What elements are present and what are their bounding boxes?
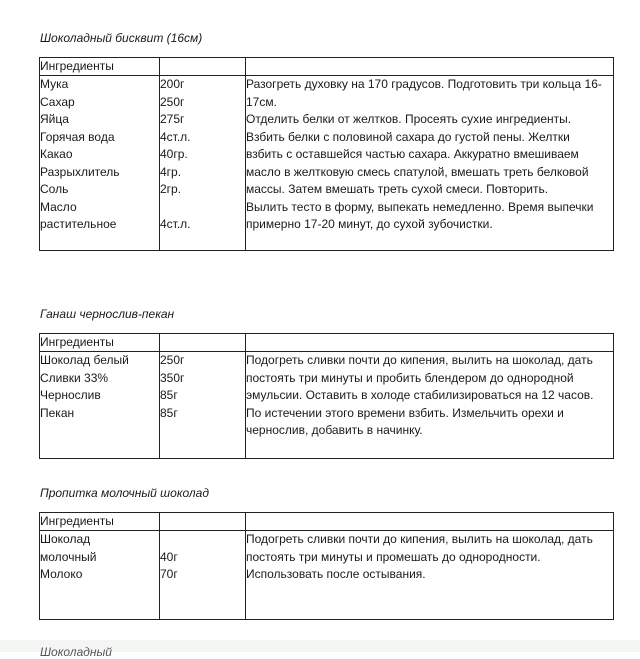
ingredients-header: Ингредиенты — [40, 58, 160, 76]
ingredient-qty: 4ст.л. — [160, 217, 191, 231]
instruction-paragraph: Отделить белки от желтков. Просеять сухие ингредиенты. Взбить белки с половиной сахара до густой пены. Желтки взбить с оставшейся частью сахара. Аккуратно вмешиваем масло в желтковую смесь спатулой, вмешать треть белковой массы. Затем вмешать треть сухой смеси. Повторить. — [246, 112, 589, 196]
ingredient-name: Шоколад — [40, 532, 91, 546]
ingredient-name: Масло — [40, 199, 77, 214]
ingredient-quantities — [160, 76, 246, 251]
instructions-header — [246, 334, 614, 352]
ingredients-header: Ингредиенты — [40, 334, 160, 352]
ingredient-name: Какао — [40, 147, 73, 161]
ingredient-qty: 40гр. — [160, 147, 188, 161]
instructions — [246, 352, 614, 459]
qty-header — [160, 513, 246, 531]
ingredient-name: Яйца — [40, 112, 69, 126]
ingredient-qty — [160, 531, 245, 549]
ingredient-qty: 85г — [160, 388, 178, 402]
instruction-paragraph: Подогреть сливки почти до кипения, вылить на шоколад, дать постоять три минуты и промешать до однородности. Использовать после остывания. — [246, 532, 593, 581]
ingredient-name: Шоколад белый — [40, 353, 129, 367]
ingredient-qty: 250г — [160, 353, 185, 367]
recipe-table — [39, 333, 614, 459]
ingredient-qty: 70г — [160, 567, 178, 581]
instructions — [246, 76, 614, 251]
ingredient-name: Соль — [40, 182, 69, 196]
ingredient-qty: 4гр. — [160, 164, 182, 179]
ingredients-header: Ингредиенты — [40, 513, 160, 531]
ingredient-names — [40, 352, 160, 459]
instruction-paragraph: Разогреть духовку на 170 градусов. Подготовить три кольца 16-17см. — [246, 77, 602, 109]
ingredient-qty: 275г — [160, 112, 185, 126]
ingredient-name: Сахар — [40, 94, 75, 109]
ingredient-qty: 250г — [160, 94, 185, 109]
instructions — [246, 531, 614, 620]
ingredient-quantities — [160, 352, 246, 459]
ingredient-name: Пекан — [40, 405, 75, 420]
ingredient-name: молочный — [40, 549, 97, 564]
ingredient-qty: 200г — [160, 77, 185, 91]
ingredient-qty: 4ст.л. — [160, 129, 191, 144]
ingredient-qty: 2гр. — [160, 182, 182, 196]
recipe-table — [39, 512, 614, 620]
ingredient-name: растительное — [40, 217, 117, 231]
ingredient-quantities — [160, 531, 246, 620]
ingredient-qty: 350г — [160, 370, 185, 385]
ingredient-name: Мука — [40, 77, 69, 91]
ingredient-qty — [160, 199, 245, 217]
recipe-title: Ганаш чернослив-пекан — [40, 307, 175, 321]
instructions-header — [246, 513, 614, 531]
recipe-title: Пропитка молочный шоколад — [40, 486, 209, 500]
ingredient-names — [40, 76, 160, 251]
ingredient-name: Молоко — [40, 567, 83, 581]
qty-header — [160, 334, 246, 352]
instruction-paragraph: Подогреть сливки почти до кипения, вылить на шоколад, дать постоять три минуты и пробить блендером до однородной эмульсии. Оставить в холоде стабилизироваться на 12 часов. По истечении этого времени взбить. Измельчить орехи и чернослив, добавить в начинку. — [246, 353, 594, 437]
instructions-header — [246, 58, 614, 76]
next-recipe-title-fragment: Шоколадный — [40, 645, 112, 659]
recipe-table — [39, 57, 614, 251]
qty-header — [160, 58, 246, 76]
recipe-title: Шоколадный бисквит (16см) — [40, 31, 203, 45]
ingredient-name: Чернослив — [40, 388, 101, 402]
instruction-paragraph: Вылить тесто в форму, выпекать немедленно. Время выпечки примерно 17-20 минут, до сухой зубочистки. — [246, 199, 594, 231]
ingredient-name: Сливки 33% — [40, 370, 109, 385]
ingredient-names — [40, 531, 160, 620]
ingredient-name: Горячая вода — [40, 129, 115, 144]
ingredient-qty: 85г — [160, 405, 178, 420]
ingredient-name: Разрыхлитель — [40, 164, 120, 179]
ingredient-qty: 40г — [160, 549, 178, 564]
